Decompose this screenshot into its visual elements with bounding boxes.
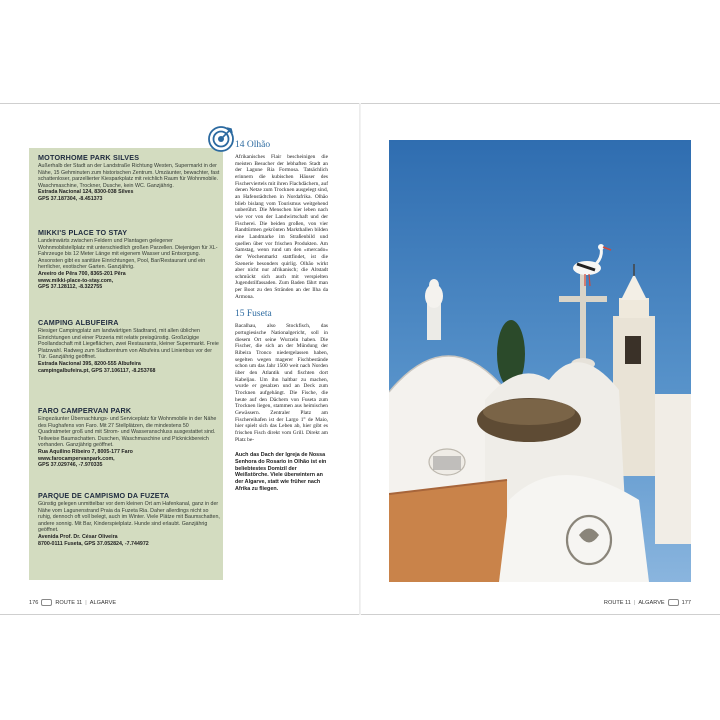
section-heading-olhao: 14 Olhão [235,140,271,150]
page-number: 176 [29,599,39,606]
campsite-entry [38,318,220,374]
campsite-address: Areeiro de Pêra 700, 8365-201 Pêra [38,270,126,277]
camper-icon [668,599,679,606]
campsite-address: Estrada Nacional 124, 8300-038 Silves [38,189,134,196]
campsite-description: Riesiger Campingplatz am landwärtigen Stadtrand, mit allen üblichen Einrichtungen und einer Pizzeria mit relativ preisgünstig. Großzügige Poollandschaft mit Liegeflächen, zwei Restaurants, kleiner Supermarkt. Freie Platzwahl. Radweg zum Stadtzentrum von Albufeira und Linienbus vor der Tür. Ganzjährig geöffnet. [38,328,219,361]
campsite-name: MOTORHOME PARK SILVES [38,153,140,162]
campsite-gps: GPS 37.029746, -7.970335 [38,462,103,469]
campsite-entry [38,153,220,203]
campsite-description: Eingezäunter Übernachtungs- und Serviceplatz für Wohnmobile in der Nähe des Flughafens von Faro. Mit 27 Stellplätzen, die mindestens 50 Quadratmeter groß und mit Strom- und Wasseranschluss ausgestattet sind. Teilweise Baumschatten. Duschen, Waschmaschine und Picknickbereich vorhanden. Ganzjährig geöffnet. [38,416,217,449]
campsite-address: Avenida Prof. Dr. César Oliveira [38,533,118,540]
church-stork-photo [389,140,691,582]
campsite-name: PARQUE DE CAMPISMO DA FUZETA [38,491,170,500]
campsite-description: Landeinwärts zwischen Feldern und Plantagen gelegener Wohnmobilstellplatz mit unterschiedlich großen Parzellen. Diejenigen für XL-Fahrzeuge bis 12 Meter Länge mit eigenem Wasser und Entsorgung. Ansonsten gibt es sanitäre Einrichtungen, Pool, Bar/Restaurant und ein herrlicher, exotischer Garten. Ganzjährig. [38,238,218,271]
campsite-website[interactable]: www.mikki-place-to-stay.com, [38,277,114,284]
photo-caption: Auch das Dach der Igreja de Nossa Senhora do Rosario in Olhão ist ein beliebtestes Domizil der Weißstörche. Viele überwintern an der Algarve, statt wie früher nach Afrika zu fliegen. [235,452,327,492]
book-gutter [359,103,361,615]
campsite-entry [38,406,220,469]
campsite-entry [38,228,220,291]
target-icon [207,125,235,153]
campsite-website-gps[interactable]: campingalbufeira.pt, GPS 37.106117, -8.253768 [38,367,156,374]
campsite-website[interactable]: www.farocampervanpark.com, [38,455,115,462]
route-label: ROUTE 11 [603,599,631,606]
campsite-name: FARO CAMPERVAN PARK [38,406,132,415]
campsite-name: MIKKI'S PLACE TO STAY [38,228,128,237]
campsite-address: Estrada Nacional 395, 8200-555 Albufeira [38,360,141,367]
route-label: ROUTE 11 [55,599,83,606]
page-number: 177 [681,599,691,606]
campsite-gps: 8700-0111 Fuseta, GPS 37.052824, -7.744972 [38,540,149,547]
campsite-address: Rua Aquilino Ribeiro 7, 8005-177 Faro [38,448,133,455]
campsite-entry [38,491,220,547]
section-text-fuseta: Bacalhau, also Stockfisch, das portugiesische Nationalgericht, soll in diesem Ort seine Wurzeln haben. Die Fischer, die sich an der Mündung der Ribeira Tronco niedergelassen haben, segelten wegen magerer Fischbestände schon um das Jahr 1500 weit nach Norden über den Atlantik und fischten dort Kabeljau. Um ihn haltbar zu machen, wurde er gesalzen und an Deck zum Trocknen aufgehängt. Die Fische, die heute auf den Dächern von Fuseta zum Trocknen liegen, stammen aus heimischen Gewässern. Zentraler Platz am Fischereihafen ist der Largo 1° de Maio, hier spielt sich das Leben ab, hier gibt es frischen Fisch direkt vom Grill. Direkt am Platz be- [235,323,328,443]
region-label: ALGARVE [638,599,665,606]
campsite-name: CAMPING ALBUFEIRA [38,318,119,327]
footer-left: 176 ROUTE 11 | ALGARVE [29,599,117,606]
campsite-gps: GPS 37.128112, -8.322755 [38,284,103,291]
campsite-description: Günstig gelegen unmittelbar vor dem kleinen Ort am Hafenkanal, ganz in der Nähe vom Lagunenstrand Praia da Fuzeta Ria. Daher allerdings nicht so ruhig, dennoch oft voll belegt, auch im Winter. Viele Plätze mit Baumschatten, andere sonnig. Mit Bar, Kinderspielplatz. Hunde sind erlaubt. Ganzjährig geöffnet. [38,501,220,534]
campsite-description: Außerhalb der Stadt an der Landstraße Richtung Westen, Supermarkt in der Nähe, 15 Gehminuten zum historischen Zentrum. Umzäunter, bewachter, fast schattenloser, parzellierter Kiesparkplatz mit reichlich Raum für Wohnmobile. Waschmaschine, Trockner, Dusche, kein WC. Ganzjährig. [38,163,220,189]
text-column [235,140,328,492]
tile-roof [389,480,507,582]
footer-right: ROUTE 11 | ALGARVE 177 [603,599,691,606]
region-label: ALGARVE [89,599,117,606]
photo-illustration [389,140,691,582]
section-text-olhao: Afrikanisches Flair bescheinigen die meisten Besucher der lebhaften Stadt an der Lagune Ria Formosa. Tatsächlich erinnern die kubischen Häuser des Fischerviertels mit ihren Flachdächern, auf denen Netze zum Trocknen ausgelegt sind, an Hafenstädtchen in Nordafrika. Olhão blieb bislang vom Tourismus weitgehend unberührt. Die Menschen hier leben nach wie vor von der Landwirtschaft und der Fischerei. Die beiden großen, von vier Randtürmen gekrönten Markthallen bilden eine Landmarke im Straßenbild und quellen über vor frischen Produkten. Am Samstag, wenn rund um den »mercado« der Wochenmarkt stattfindet, ist die Szenerie besonders quirlig. Olhão wirkt aber nicht nur afrikanisch; die Altstadt schmückt sich auch mit verspielten Jugendstilfassaden. Zum Baden fährt man per Boot zu den Stränden an der Ilha da Armona. [235,154,328,300]
campsite-gps: GPS 37.187304, -8.451373 [38,195,103,202]
camper-icon [41,599,52,606]
section-heading-fuseta: 15 Fuseta [235,309,272,320]
